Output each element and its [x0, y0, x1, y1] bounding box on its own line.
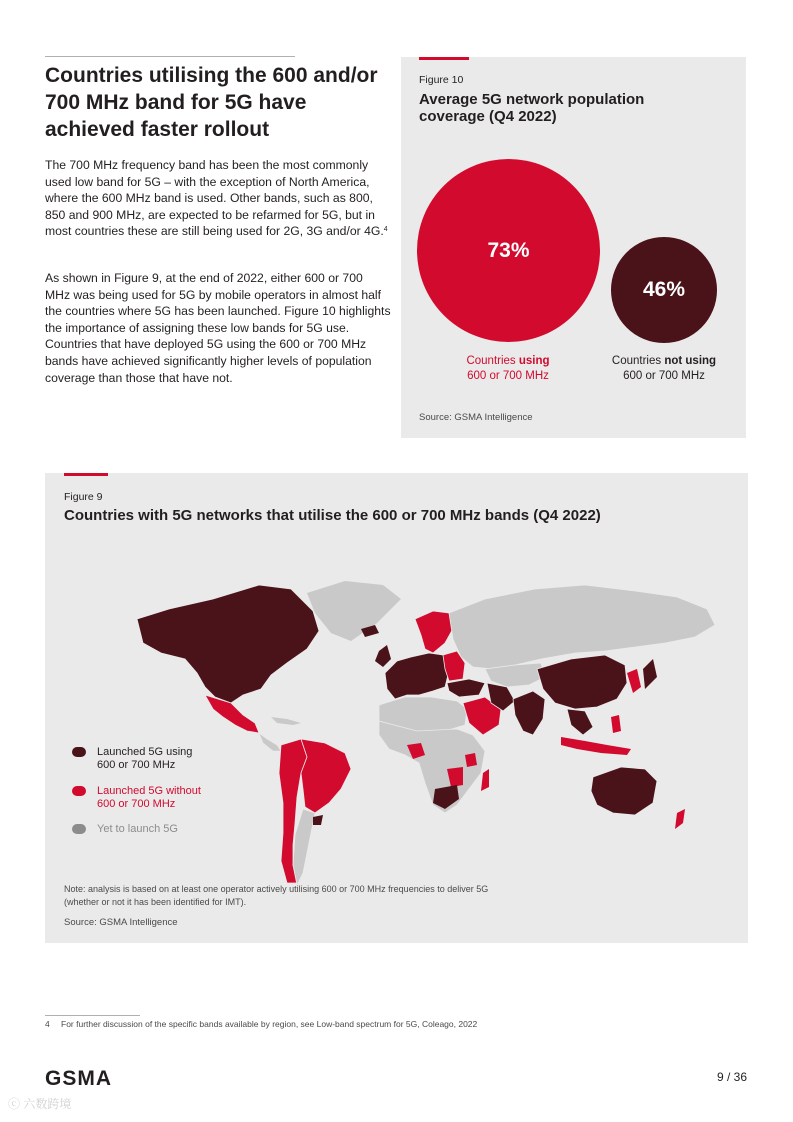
footnote: 4 For further discussion of the specific bands available by region, see Low-band spectrum for 5G, Coleago, 2022: [45, 1019, 478, 1029]
map-china: [537, 655, 627, 709]
map-greenland: [307, 581, 401, 641]
map-indonesia: [561, 737, 631, 755]
map-madagascar: [481, 769, 489, 791]
map-new-zealand: [675, 809, 685, 829]
footnote-ref[interactable]: 4: [383, 226, 388, 234]
map-uk-ireland: [375, 645, 391, 667]
map-africa: [379, 721, 485, 813]
bubble-not-using-value: 46%: [642, 278, 686, 301]
paragraph-1: The 700 MHz frequency band has been the most commonly used low band for 5G – with the exception of North America, where the 600 MHz band is used. Other bands, such as 800, 850 and 900 MHz, are expected to be refarmed for 5G, but in most countries these are still being used for 2G, 3G and/or 4G.$^4$: [45, 158, 388, 239]
figure-10-panel: [401, 57, 746, 438]
legend-swatch-yet: [72, 824, 86, 834]
figure-label: Figure 9: [64, 491, 103, 503]
legend-item-without: Launched 5G without 600 or 700 MHz: [72, 785, 201, 811]
figure-title: Average 5G network population coverage (Q4 2022): [419, 91, 645, 125]
map-south-asia: [513, 691, 545, 735]
figure-label: Figure 10: [419, 74, 464, 86]
map-argentina: [293, 809, 315, 885]
bubble-not-using: [611, 237, 717, 343]
figure-note: Note: analysis is based on at least one operator actively utilising 600 or 700 MHz frequencies to deliver 5G (whether or not it has been identified for IMT).: [64, 884, 489, 907]
map-caribbean: [271, 717, 301, 725]
watermark: ⓒ 六数跨境: [8, 1097, 72, 1111]
figure-accent-bar: [419, 57, 469, 60]
map-korea-japan: [627, 659, 657, 693]
section-heading: Countries utilising the 600 and/or 700 MHz band for 5G have achieved faster rollout: [45, 64, 378, 141]
bubble-using: [417, 159, 600, 342]
figure-source: Source: GSMA Intelligence: [64, 917, 178, 928]
map-russia: [449, 585, 715, 669]
caption-not-using: Countries not using 600 or 700 MHz: [611, 355, 717, 382]
map-australia: [591, 767, 657, 815]
legend-item-using: Launched 5G using 600 or 700 MHz: [72, 746, 192, 772]
map-europe: [385, 653, 449, 699]
page-number: 9 / 36: [716, 1070, 747, 1084]
gsma-logo: GSMA: [45, 1067, 112, 1090]
world-map: [45, 473, 748, 943]
figure-9-panel: [45, 473, 748, 943]
map-central-america: [259, 733, 281, 751]
map-philippines: [611, 715, 621, 733]
legend-swatch-using: [72, 747, 86, 757]
figure-source: Source: GSMA Intelligence: [419, 412, 533, 423]
figure-title: Countries with 5G networks that utilise the 600 or 700 MHz bands (Q4 2022): [64, 507, 601, 524]
paragraph-2: As shown in Figure 9, at the end of 2022, either 600 or 700 MHz was being used for 5G by mobile operators in almost half the countries where 5G has been launched. Figure 10 highlights the importance of assigning these low bands for 5G use. Countries that have deployed 5G using the 600 or 700 MHz bands have achieved significantly higher levels of population coverage than those that have not.: [45, 271, 391, 385]
map-north-america: [137, 585, 319, 703]
caption-using: Countries using 600 or 700 MHz: [466, 355, 550, 382]
footnote-divider: [45, 1015, 140, 1016]
map-turkey-caucasus: [447, 679, 485, 697]
map-brazil: [301, 739, 351, 813]
top-divider: [45, 56, 295, 57]
legend-item-yet-to-launch: Yet to launch 5G: [72, 823, 178, 836]
map-scandinavia: [415, 611, 455, 653]
map-southeast-asia: [567, 709, 593, 735]
legend-swatch-without: [72, 786, 86, 796]
map-kenya: [465, 753, 477, 767]
bubble-using-value: 73%: [487, 238, 530, 262]
